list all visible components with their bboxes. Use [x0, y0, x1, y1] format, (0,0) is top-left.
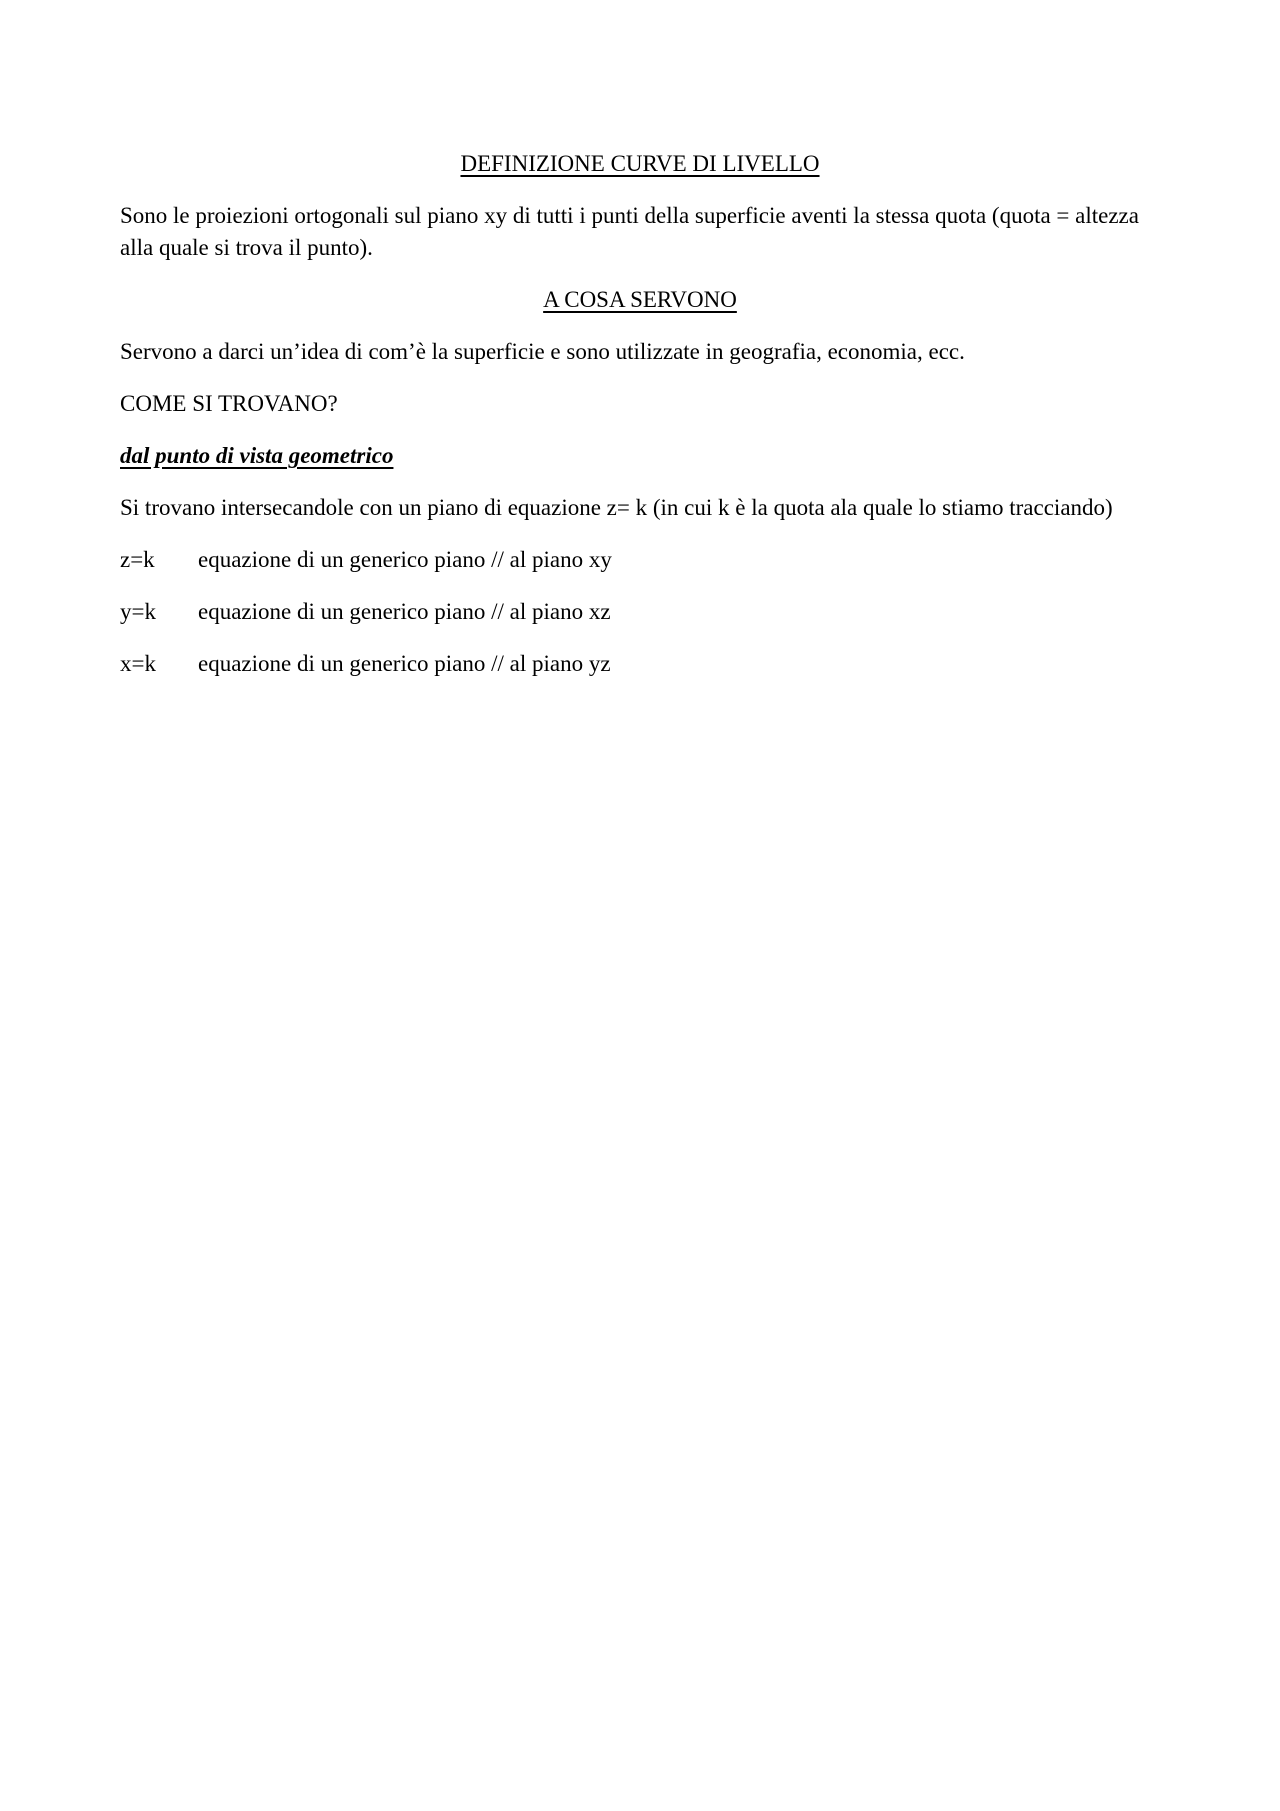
document-title: DEFINIZIONE CURVE DI LIVELLO — [460, 151, 820, 176]
section-heading: A COSA SERVONO — [543, 287, 737, 312]
method-paragraph: Si trovano intersecandole con un piano di equazione z= k (in cui k è la quota ala quale lo stiamo tracciando) — [120, 495, 1113, 520]
equation-term: z=k — [120, 547, 155, 572]
equation-description: equazione di un generico piano // al piano yz — [198, 651, 611, 676]
usage-paragraph: Servono a darci un’idea di com’è la superficie e sono utilizzate in geografia, economia, ecc. — [120, 339, 965, 364]
equation-row — [120, 648, 1160, 680]
question-paragraph: COME SI TROVANO? — [120, 391, 338, 416]
equation-term: y=k — [120, 599, 156, 624]
equation-description: equazione di un generico piano // al piano xz — [198, 599, 611, 624]
equation-term: x=k — [120, 651, 156, 676]
document-body — [120, 148, 1160, 700]
equation-description: equazione di un generico piano // al piano xy — [198, 547, 612, 572]
equation-row — [120, 596, 1160, 628]
subheading: dal punto di vista geometrico — [120, 443, 394, 468]
equation-row — [120, 544, 1160, 576]
definition-paragraph: Sono le proiezioni ortogonali sul piano xy di tutti i punti della superficie aventi la stessa quota (quota = altezza alla quale si trova il punto). — [120, 203, 1139, 260]
